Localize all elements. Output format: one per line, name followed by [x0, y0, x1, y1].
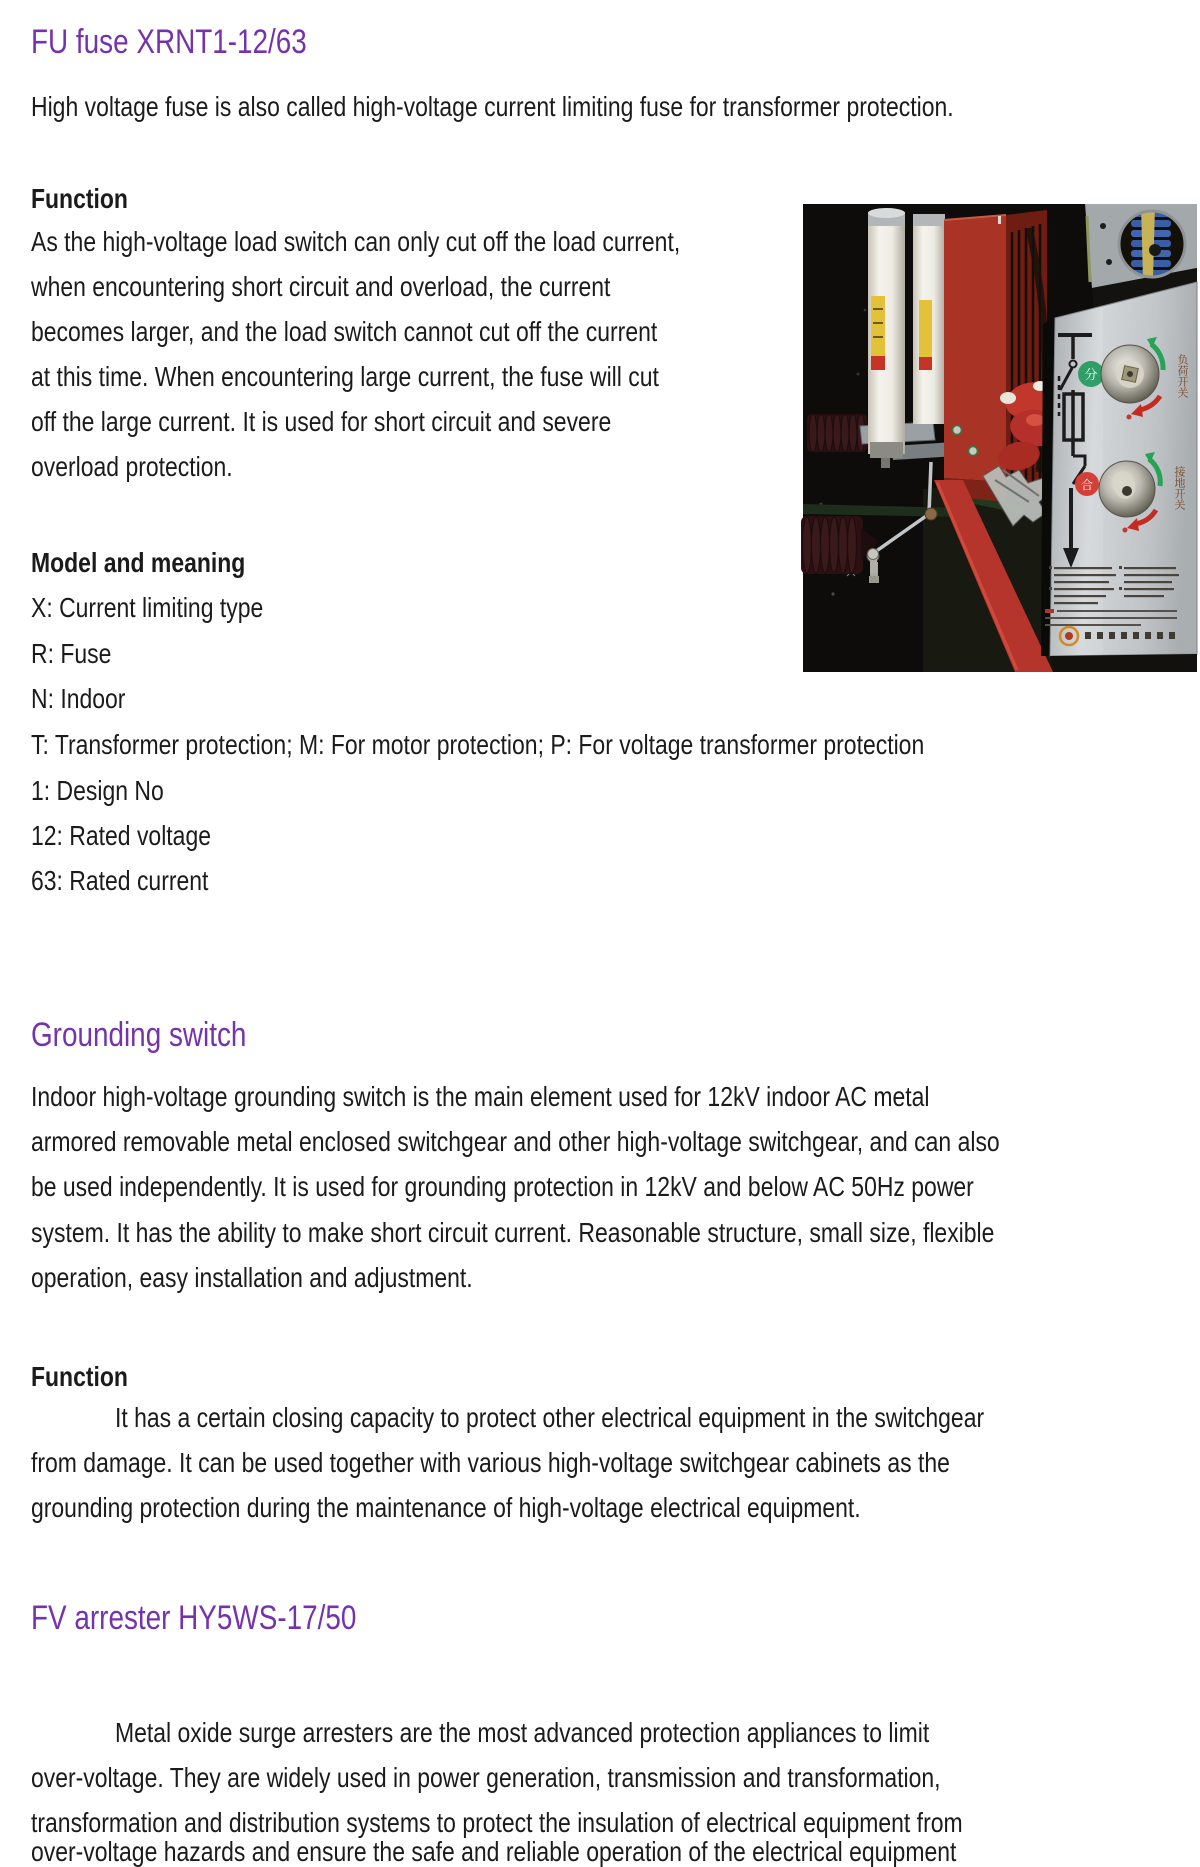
text-line: becomes larger, and the load switch cannot cut off the current: [31, 316, 658, 347]
text-line: transformation and distribution systems to protect the insulation of electrical equipment from: [31, 1807, 963, 1838]
text-line: grounding protection during the maintenance of high-voltage electrical equipment.: [31, 1492, 861, 1523]
svg-text:分: 分: [1084, 367, 1098, 382]
function-label: Function: [31, 183, 128, 214]
text-line: operation, easy installation and adjustment.: [31, 1262, 473, 1293]
model-label: Model and meaning: [31, 547, 246, 578]
equipment-photo: [803, 204, 1197, 672]
text-line: overload protection.: [31, 451, 233, 482]
section-heading-grounding-switch: Grounding switch: [31, 1016, 247, 1054]
section-heading-fu-fuse: FU fuse XRNT1-12/63: [31, 23, 307, 61]
open-badge: [1078, 361, 1104, 387]
cropped-text-line: over-voltage hazards and ensure the safe and reliable operation of the electrical equipment: [31, 1836, 957, 1867]
text-line: It has a certain closing capacity to protect other electrical equipment in the switchgear: [115, 1402, 985, 1433]
text-line: Indoor high-voltage grounding switch is the main element used for 12kV indoor AC metal: [31, 1081, 930, 1112]
text-line: N: Indoor: [31, 683, 126, 714]
svg-text:合: 合: [1080, 478, 1094, 492]
text-line: T: Transformer protection; M: For motor protection; P: For voltage transformer protection: [31, 729, 925, 760]
text-line: at this time. When encountering large current, the fuse will cut: [31, 361, 659, 392]
text-line: Metal oxide surge arresters are the most advanced protection appliances to limit: [115, 1717, 930, 1748]
text-line: be used independently. It is used for grounding protection in 12kV and below AC 50Hz power: [31, 1171, 974, 1202]
text-line: X: Current limiting type: [31, 592, 264, 623]
text-line: 1: Design No: [31, 775, 164, 806]
text-line: over-voltage. They are widely used in power generation, transmission and transformation,: [31, 1762, 941, 1793]
text-line: High voltage fuse is also called high-voltage current limiting fuse for transformer protection.: [31, 91, 954, 122]
text-line: armored removable metal enclosed switchgear and other high-voltage switchgear, and can also: [31, 1126, 1000, 1157]
text-line: off the large current. It is used for short circuit and severe: [31, 406, 612, 437]
close-badge: [1075, 472, 1099, 496]
function-label: Function: [31, 1361, 128, 1392]
panel-label-earth-switch: 接地开关: [1173, 466, 1185, 510]
text-line: 12: Rated voltage: [31, 820, 211, 851]
panel-label-load-switch: 负荷开关: [1176, 354, 1188, 398]
text-line: 63: Rated current: [31, 865, 209, 896]
text-line: system. It has the ability to make short circuit current. Reasonable structure, small size, flexible: [31, 1217, 995, 1248]
text-line: R: Fuse: [31, 638, 112, 669]
text-line: when encountering short circuit and overload, the current: [31, 271, 611, 302]
text-line: As the high-voltage load switch can only cut off the load current,: [31, 226, 681, 257]
section-heading-fv-arrester: FV arrester HY5WS-17/50: [31, 1599, 357, 1637]
text-line: from damage. It can be used together with various high-voltage switchgear cabinets as the: [31, 1447, 950, 1478]
